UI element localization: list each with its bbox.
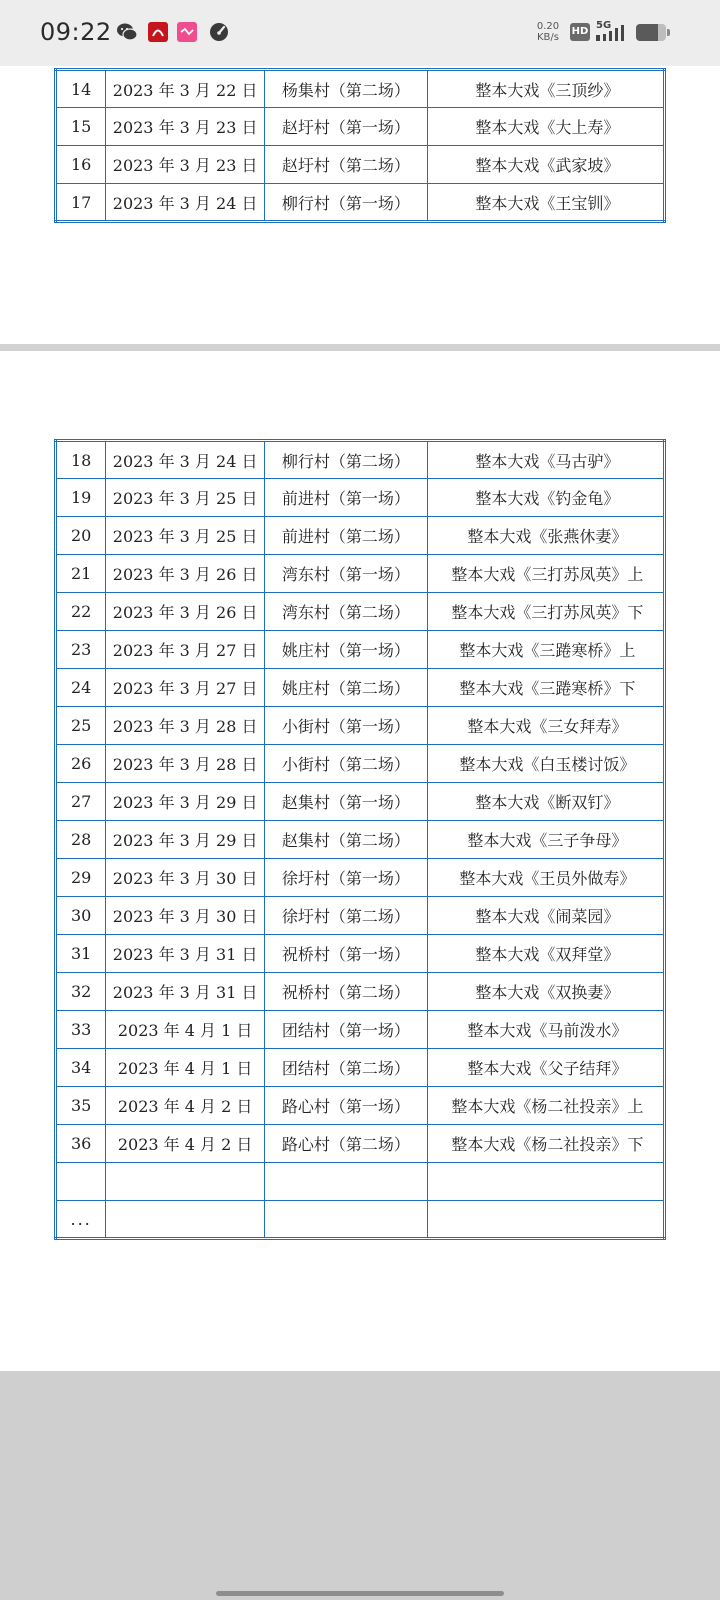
row-show: 整本大戏《王宝钏》: [427, 184, 664, 222]
row-village: 前进村（第二场）: [265, 517, 428, 555]
row-village: 柳行村（第一场）: [265, 184, 428, 222]
row-number: 25: [56, 707, 106, 745]
row-number: 31: [56, 935, 106, 973]
row-number: 18: [56, 441, 106, 479]
row-show: [427, 1201, 664, 1239]
row-show: 整本大戏《三踡寒桥》下: [427, 669, 664, 707]
row-village: 徐圩村（第二场）: [265, 897, 428, 935]
row-number: [56, 1163, 106, 1201]
row-village: 祝桥村（第二场）: [265, 973, 428, 1011]
row-village: 团结村（第一场）: [265, 1011, 428, 1049]
row-number: 32: [56, 973, 106, 1011]
schedule-table-part2: [54, 439, 666, 1240]
row-village: [265, 1163, 428, 1201]
row-show: 整本大戏《三打苏凤英》上: [427, 555, 664, 593]
row-date: 2023 年 3 月 26 日: [106, 593, 265, 631]
row-date: 2023 年 3 月 28 日: [106, 707, 265, 745]
row-show: 整本大戏《白玉楼讨饭》: [427, 745, 664, 783]
row-number: 26: [56, 745, 106, 783]
row-village: 团结村（第二场）: [265, 1049, 428, 1087]
row-date: 2023 年 3 月 30 日: [106, 859, 265, 897]
row-village: 柳行村（第二场）: [265, 441, 428, 479]
row-date: 2023 年 3 月 29 日: [106, 783, 265, 821]
row-number: 20: [56, 517, 106, 555]
table-row: [56, 1049, 665, 1087]
row-show: 整本大戏《断双钉》: [427, 783, 664, 821]
row-show: 整本大戏《三顶纱》: [427, 70, 664, 108]
row-number: 35: [56, 1087, 106, 1125]
row-show: 整本大戏《双拜堂》: [427, 935, 664, 973]
row-date: 2023 年 4 月 1 日: [106, 1011, 265, 1049]
row-village: 赵圩村（第一场）: [265, 108, 428, 146]
row-village: 杨集村（第二场）: [265, 70, 428, 108]
table-row: [56, 555, 665, 593]
row-village: 路心村（第二场）: [265, 1125, 428, 1163]
table-row: [56, 745, 665, 783]
table-row: [56, 146, 665, 184]
row-show: 整本大戏《三打苏凤英》下: [427, 593, 664, 631]
row-number: 14: [56, 70, 106, 108]
row-date: 2023 年 4 月 2 日: [106, 1125, 265, 1163]
row-number: 27: [56, 783, 106, 821]
row-date: 2023 年 3 月 23 日: [106, 146, 265, 184]
row-date: 2023 年 3 月 27 日: [106, 669, 265, 707]
row-date: 2023 年 3 月 26 日: [106, 555, 265, 593]
row-date: 2023 年 3 月 25 日: [106, 479, 265, 517]
row-number: 30: [56, 897, 106, 935]
row-number: 16: [56, 146, 106, 184]
row-village: 姚庄村（第一场）: [265, 631, 428, 669]
table-row: [56, 897, 665, 935]
row-show: 整本大戏《父子结拜》: [427, 1049, 664, 1087]
table-row: [56, 184, 665, 222]
table-row: [56, 935, 665, 973]
row-show: 整本大戏《杨二社投亲》上: [427, 1087, 664, 1125]
row-show: [427, 1163, 664, 1201]
table-row: [56, 517, 665, 555]
row-village: 祝桥村（第一场）: [265, 935, 428, 973]
row-date: 2023 年 3 月 24 日: [106, 184, 265, 222]
row-village: 徐圩村（第一场）: [265, 859, 428, 897]
row-village: 前进村（第一场）: [265, 479, 428, 517]
row-number: 24: [56, 669, 106, 707]
row-number: 19: [56, 479, 106, 517]
row-date: 2023 年 3 月 30 日: [106, 897, 265, 935]
row-village: 姚庄村（第二场）: [265, 669, 428, 707]
row-date: 2023 年 3 月 23 日: [106, 108, 265, 146]
network-speed-value: 0.20: [536, 21, 560, 32]
home-indicator[interactable]: [216, 1591, 504, 1596]
table-row: [56, 669, 665, 707]
app-pink-icon: [177, 22, 197, 42]
row-show: 整本大戏《王员外做寿》: [427, 859, 664, 897]
speedometer-icon: [208, 21, 230, 43]
row-number: 28: [56, 821, 106, 859]
row-village: 路心村（第一场）: [265, 1087, 428, 1125]
row-date: 2023 年 3 月 31 日: [106, 973, 265, 1011]
row-show: 整本大戏《三子争母》: [427, 821, 664, 859]
table-row: [56, 631, 665, 669]
row-date: 2023 年 3 月 27 日: [106, 631, 265, 669]
table-row: [56, 1125, 665, 1163]
row-date: 2023 年 3 月 25 日: [106, 517, 265, 555]
table-row: [56, 783, 665, 821]
row-village: 赵集村（第一场）: [265, 783, 428, 821]
battery-level-fill: [636, 24, 658, 41]
table-row: [56, 70, 665, 108]
hd-badge: HD: [570, 23, 590, 41]
row-number: 34: [56, 1049, 106, 1087]
status-time: 09:22: [40, 18, 112, 46]
row-number: 21: [56, 555, 106, 593]
row-date: 2023 年 3 月 28 日: [106, 745, 265, 783]
row-show: 整本大戏《闹菜园》: [427, 897, 664, 935]
table-row: [56, 707, 665, 745]
table-row: [56, 1087, 665, 1125]
row-number: ...: [56, 1201, 106, 1239]
row-number: 17: [56, 184, 106, 222]
table-row: [56, 1011, 665, 1049]
table-row: [56, 1201, 665, 1239]
row-date: 2023 年 3 月 31 日: [106, 935, 265, 973]
wechat-icon: [116, 21, 138, 43]
row-village: 赵集村（第二场）: [265, 821, 428, 859]
row-date: 2023 年 3 月 29 日: [106, 821, 265, 859]
row-village: 赵圩村（第二场）: [265, 146, 428, 184]
row-show: 整本大戏《张燕休妻》: [427, 517, 664, 555]
row-date: [106, 1201, 265, 1239]
row-date: 2023 年 4 月 1 日: [106, 1049, 265, 1087]
row-village: 湾东村（第一场）: [265, 555, 428, 593]
table-row: [56, 859, 665, 897]
network-speed: [533, 21, 563, 43]
battery-icon: [636, 24, 670, 41]
table-row: [56, 973, 665, 1011]
row-village: 小街村（第二场）: [265, 745, 428, 783]
signal-icon: [596, 20, 630, 44]
app-red-icon: [148, 22, 168, 42]
row-show: 整本大戏《三踡寒桥》上: [427, 631, 664, 669]
row-date: [106, 1163, 265, 1201]
row-village: 湾东村（第二场）: [265, 593, 428, 631]
table-row: [56, 821, 665, 859]
table-row: [56, 479, 665, 517]
row-date: 2023 年 3 月 22 日: [106, 70, 265, 108]
table-row: [56, 1163, 665, 1201]
row-number: 36: [56, 1125, 106, 1163]
row-show: 整本大戏《双换妻》: [427, 973, 664, 1011]
table-row: [56, 441, 665, 479]
bottom-blank-area: [0, 1371, 720, 1600]
schedule-table-part1: [54, 68, 666, 223]
row-show: 整本大戏《钓金龟》: [427, 479, 664, 517]
row-village: [265, 1201, 428, 1239]
row-number: 22: [56, 593, 106, 631]
row-show: 整本大戏《马前泼水》: [427, 1011, 664, 1049]
row-village: 小街村（第一场）: [265, 707, 428, 745]
table-row: [56, 108, 665, 146]
row-show: 整本大戏《三女拜寿》: [427, 707, 664, 745]
row-show: 整本大戏《大上寿》: [427, 108, 664, 146]
network-speed-unit: KB/s: [537, 32, 559, 43]
row-date: 2023 年 3 月 24 日: [106, 441, 265, 479]
network-type-label: 5G: [596, 20, 612, 31]
status-bar: [0, 0, 720, 66]
row-number: 15: [56, 108, 106, 146]
table-row: [56, 593, 665, 631]
page-separator: [0, 344, 720, 351]
row-date: 2023 年 4 月 2 日: [106, 1087, 265, 1125]
row-number: 29: [56, 859, 106, 897]
row-show: 整本大戏《杨二社投亲》下: [427, 1125, 664, 1163]
row-number: 23: [56, 631, 106, 669]
row-number: 33: [56, 1011, 106, 1049]
row-show: 整本大戏《马古驴》: [427, 441, 664, 479]
row-show: 整本大戏《武家坡》: [427, 146, 664, 184]
